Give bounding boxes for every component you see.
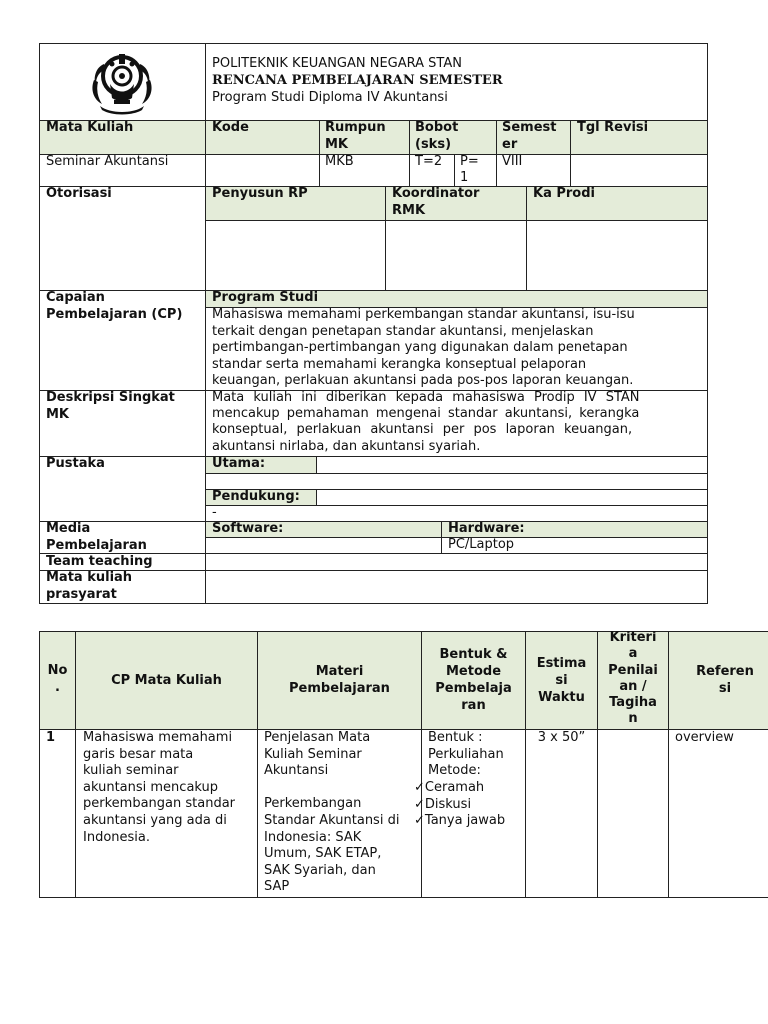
header-no: No . (47, 663, 68, 695)
stan-emblem-logo (88, 50, 156, 116)
row-cp: Mahasiswa memahami garis besar mata kuliah seminar akuntansi mencakup perkembangan standar akuntansi yang ada di Indonesia. (83, 730, 236, 845)
label-ka-prodi: Ka Prodi (533, 186, 596, 201)
header-bentuk: Bentuk & Metode Pembelaja ran (435, 647, 512, 713)
row-materi: Penjelasan Mata Kuliah Seminar Akuntansi Perkembangan Standar Akuntansi di Indonesia: SAK Umum, SAK ETAP, SAK Syariah, dan SAP (264, 730, 400, 895)
label-otorisasi: Otorisasi (46, 186, 112, 201)
label-bobot: Bobot (415, 120, 459, 135)
list-item: ✓Ceramah (414, 780, 485, 795)
label-rumpun-2: MK (325, 137, 349, 152)
value-mata-kuliah: Seminar Akuntansi (46, 154, 169, 169)
list-item: ✓Tanya jawab (414, 813, 506, 829)
value-bobot-p: P= (460, 154, 479, 169)
capaian-line: pertimbangan-pertimbangan yang digunakan dalam penetapan (212, 340, 628, 355)
label-prasyarat: Mata kuliah (46, 570, 133, 585)
label-koordinator-2: RMK (392, 203, 426, 218)
label-tgl-revisi: Tgl Revisi (577, 120, 649, 135)
value-hardware: PC/Laptop (448, 537, 515, 552)
institution-name: POLITEKNIK KEUANGAN NEGARA STAN (212, 56, 462, 71)
deskripsi-line: konseptual, perlakuan akuntansi per pos laporan keuangan, (212, 422, 633, 437)
capaian-line: terkait dengan penetapan standar akuntansi, menjelaskan (212, 324, 594, 339)
checkmark-icon: ✓ (414, 813, 425, 829)
checkmark-icon: ✓ (414, 780, 425, 795)
header-referensi: Referen si (696, 664, 754, 696)
label-software: Software: (212, 521, 284, 536)
value-rumpun: MKB (325, 154, 354, 169)
label-mata-kuliah: Mata Kuliah (46, 120, 134, 135)
row-bentuk: Bentuk : Perkuliahan Metode: (428, 730, 504, 779)
list-item: ✓Diskusi (414, 796, 472, 812)
label-hardware: Hardware: (448, 521, 525, 536)
deskripsi-line: akuntansi nirlaba, dan akuntansi syariah. (212, 439, 481, 454)
label-kode: Kode (212, 120, 249, 135)
row-metode-list (414, 780, 505, 830)
program-name: Program Studi Diploma IV Akuntansi (212, 90, 448, 105)
label-prasyarat-2: prasyarat (46, 587, 117, 602)
value-semester: VIII (502, 154, 523, 169)
label-koordinator: Koordinator (392, 186, 480, 201)
value-pendukung: - (212, 505, 217, 520)
checkmark-icon: ✓ (414, 796, 425, 812)
label-bobot-2: (sks) (415, 137, 452, 152)
row-estimasi: 3 x 50” (537, 730, 586, 745)
capaian-line: keuangan, perlakuan akuntansi pada pos-pos laporan keuangan. (212, 373, 634, 388)
label-utama: Utama: (212, 456, 266, 471)
label-deskripsi: Deskripsi Singkat (46, 390, 175, 405)
header-kriteria: Kriteri a Penilai an / Tagiha n (608, 630, 658, 727)
label-program-studi: Program Studi (212, 290, 319, 305)
header-estimasi: Estima si Waktu (536, 656, 587, 705)
label-semester: Semest (502, 120, 557, 135)
capaian-line: Mahasiswa memahami perkembangan standar akuntansi, isu-isu (212, 307, 635, 322)
header-cp: CP Mata Kuliah (111, 673, 222, 688)
header-materi: Materi Pembelajaran (289, 664, 390, 696)
label-pustaka: Pustaka (46, 456, 105, 471)
label-semester-2: er (502, 137, 518, 152)
label-pendukung: Pendukung: (212, 489, 300, 504)
row-referensi: overview (675, 730, 734, 745)
label-media-2: Pembelajaran (46, 538, 147, 553)
label-deskripsi-2: MK (46, 407, 70, 422)
label-media: Media (46, 521, 91, 536)
value-bobot-t: T=2 (415, 154, 443, 169)
document-title: RENCANA PEMBELAJARAN SEMESTER (212, 73, 503, 88)
label-capaian-2: Pembelajaran (CP) (46, 307, 183, 322)
row-no: 1 (46, 730, 56, 745)
deskripsi-line: Mata kuliah ini diberikan kepada mahasiswa Prodip IV STAN (212, 390, 640, 405)
label-rumpun: Rumpun (325, 120, 386, 135)
label-team-teaching: Team teaching (46, 554, 153, 569)
value-bobot-p-2: 1 (460, 170, 469, 185)
deskripsi-line: mencakup pemahaman mengenai standar akuntansi, kerangka (212, 406, 640, 421)
capaian-line: standar serta memahami kerangka konseptual pelaporan (212, 357, 587, 372)
label-penyusun-rp: Penyusun RP (212, 186, 308, 201)
label-capaian: Capaian (46, 290, 105, 305)
